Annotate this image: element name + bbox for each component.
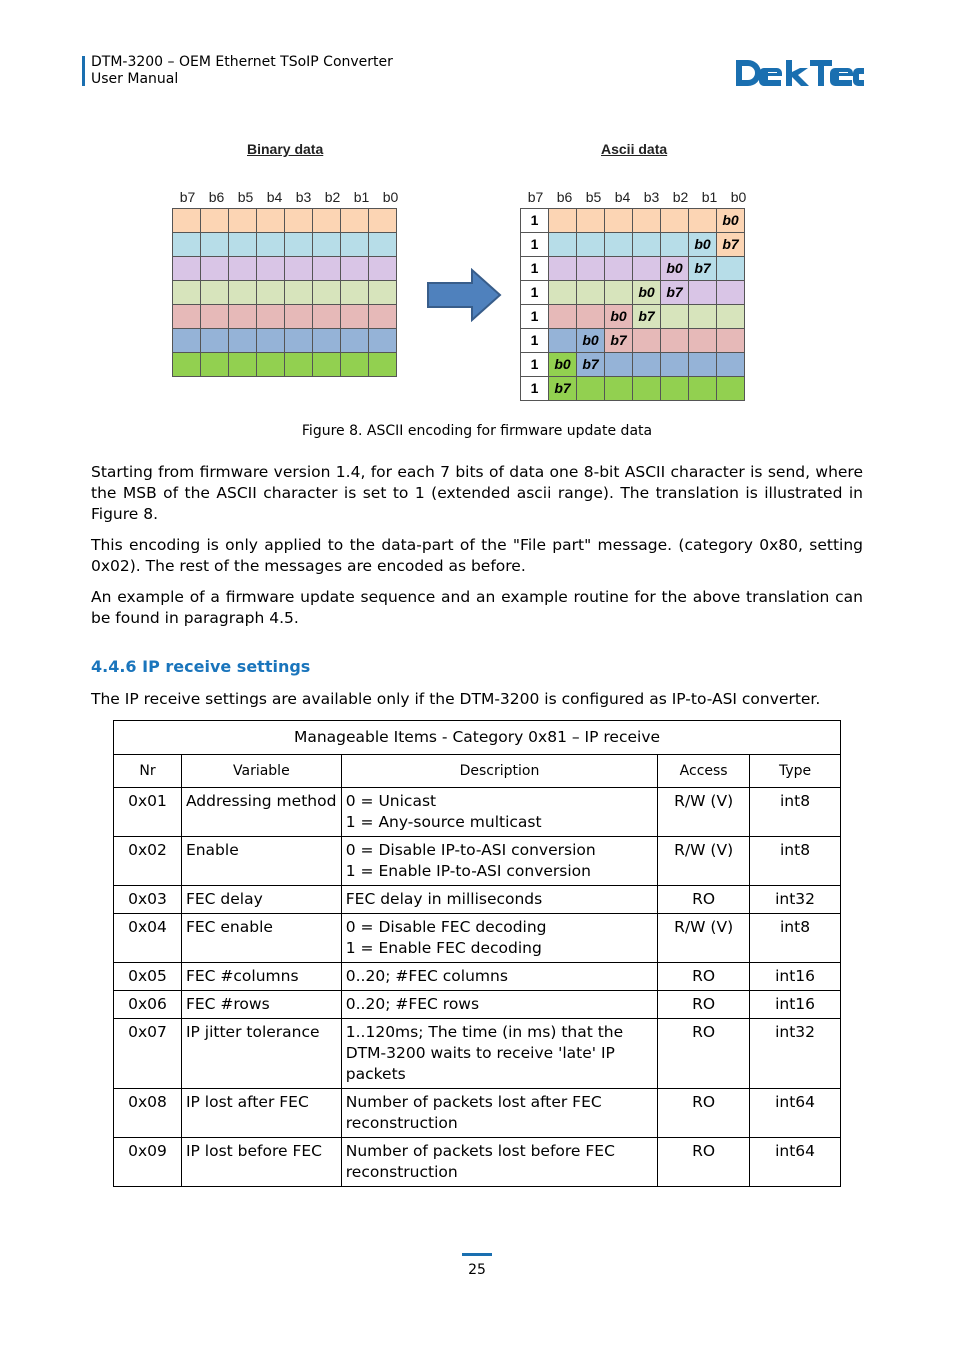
cell-variable: FEC #rows: [181, 991, 341, 1019]
table-row: [114, 788, 841, 837]
table-row: [114, 886, 841, 914]
grid-row: [173, 353, 397, 377]
grid-row: 1 b0 b7: [521, 305, 745, 329]
cell-nr: 0x07: [114, 1019, 182, 1089]
table-row: [114, 914, 841, 963]
cell-description: 0..20; #FEC rows: [341, 991, 657, 1019]
cell-access: R/W (V): [658, 788, 750, 837]
grid-row: 1 b0 b7: [521, 257, 745, 281]
cell-nr: 0x09: [114, 1138, 182, 1187]
header-accent-bar: [82, 56, 85, 86]
bit-label: b1: [701, 189, 718, 205]
cell-variable: FEC enable: [181, 914, 341, 963]
footer-accent-bar: [462, 1253, 492, 1256]
cell-access: RO: [658, 1138, 750, 1187]
table-row: [114, 1138, 841, 1187]
cell-nr: 0x04: [114, 914, 182, 963]
header-title: DTM-3200 – OEM Ethernet TSoIP Converter: [91, 54, 393, 70]
binary-data-grid: [172, 208, 397, 377]
bit-label: b4: [266, 189, 283, 205]
cell-variable: IP lost before FEC: [181, 1138, 341, 1187]
table-row: [114, 991, 841, 1019]
cell-nr: 0x05: [114, 963, 182, 991]
ascii-data-title: Ascii data: [601, 141, 668, 157]
section-heading: 4.4.6 IP receive settings: [91, 657, 311, 676]
grid-row: [173, 233, 397, 257]
cell-variable: IP jitter tolerance: [181, 1019, 341, 1089]
right-arrow-icon: [426, 268, 502, 322]
bit-label: b2: [672, 189, 689, 205]
bit-label: b4: [614, 189, 631, 205]
cell-variable: IP lost after FEC: [181, 1089, 341, 1138]
cell-type: int16: [750, 963, 841, 991]
bit-label: b5: [585, 189, 602, 205]
page-header: [82, 54, 393, 88]
cell-description: 0 = Disable FEC decoding 1 = Enable FEC decoding: [341, 914, 657, 963]
header-text: [91, 54, 393, 88]
table-caption: Manageable Items - Category 0x81 – IP receive: [114, 721, 841, 755]
cell-nr: 0x03: [114, 886, 182, 914]
cell-access: RO: [658, 886, 750, 914]
cell-variable: Enable: [181, 837, 341, 886]
cell-description: 0..20; #FEC columns: [341, 963, 657, 991]
cell-type: int16: [750, 991, 841, 1019]
cell-description: Number of packets lost before FEC reconstruction: [341, 1138, 657, 1187]
column-header-variable: Variable: [181, 755, 341, 788]
table-row: [114, 1019, 841, 1089]
bit-label: b3: [295, 189, 312, 205]
cell-variable: FEC #columns: [181, 963, 341, 991]
ascii-data-grid: [520, 208, 745, 401]
bit-label: b6: [208, 189, 225, 205]
cell-description: 0 = Disable IP-to-ASI conversion 1 = Enable IP-to-ASI conversion: [341, 837, 657, 886]
cell-access: R/W (V): [658, 837, 750, 886]
bit-label: b6: [556, 189, 573, 205]
cell-nr: 0x08: [114, 1089, 182, 1138]
cell-type: int64: [750, 1089, 841, 1138]
cell-nr: 0x02: [114, 837, 182, 886]
paragraph-encoding-scope: This encoding is only applied to the data-part of the "File part" message. (category 0x80, setting 0x02). The rest of the messages are encoded as before.: [91, 536, 863, 575]
cell-type: int64: [750, 1138, 841, 1187]
cell-description: 0 = Unicast 1 = Any-source multicast: [341, 788, 657, 837]
cell-nr: 0x01: [114, 788, 182, 837]
grid-row: 1 b0 b7: [521, 329, 745, 353]
bit-label: b0: [730, 189, 747, 205]
bit-label: b3: [643, 189, 660, 205]
table-header-row: [114, 755, 841, 788]
paragraph-encoding-intro: Starting from firmware version 1.4, for each 7 bits of data one 8-bit ASCII character is send, where the MSB of the ASCII character is set to 1 (extended ascii range). The translation is illustrated in Figure 8.: [91, 463, 863, 523]
bit-label: b1: [353, 189, 370, 205]
header-subtitle: User Manual: [91, 71, 179, 87]
cell-access: RO: [658, 963, 750, 991]
bit-label: b7: [179, 189, 196, 205]
grid-row: 1 b7: [521, 377, 745, 401]
cell-access: RO: [658, 1089, 750, 1138]
column-header-nr: Nr: [114, 755, 182, 788]
page-number: 25: [468, 1262, 486, 1278]
grid-row: [173, 305, 397, 329]
column-header-type: Type: [750, 755, 841, 788]
grid-row: [173, 281, 397, 305]
cell-variable: FEC delay: [181, 886, 341, 914]
cell-type: int32: [750, 886, 841, 914]
bit-label: b2: [324, 189, 341, 205]
column-header-description: Description: [341, 755, 657, 788]
table-row: [114, 963, 841, 991]
grid-row: 1 b0: [521, 209, 745, 233]
cell-description: 1..120ms; The time (in ms) that the DTM-3200 waits to receive 'late' IP packets: [341, 1019, 657, 1089]
ip-receive-items-table: [113, 720, 841, 1187]
grid-row: 1 b0 b7: [521, 353, 745, 377]
column-header-access: Access: [658, 755, 750, 788]
cell-type: int32: [750, 1019, 841, 1089]
cell-type: int8: [750, 788, 841, 837]
grid-row: [173, 209, 397, 233]
grid-row: [173, 257, 397, 281]
binary-data-title: Binary data: [247, 141, 324, 157]
table-row: [114, 1089, 841, 1138]
dektec-logo: [734, 56, 864, 90]
cell-nr: 0x06: [114, 991, 182, 1019]
cell-access: RO: [658, 991, 750, 1019]
grid-row: [173, 329, 397, 353]
cell-variable: Addressing method: [181, 788, 341, 837]
figure-caption: Figure 8. ASCII encoding for firmware update data: [301, 423, 653, 439]
bit-label: b7: [527, 189, 544, 205]
cell-type: int8: [750, 837, 841, 886]
paragraph-ip-receive-intro: The IP receive settings are available only if the DTM-3200 is configured as IP-to-ASI converter.: [91, 690, 821, 708]
cell-description: Number of packets lost after FEC reconstruction: [341, 1089, 657, 1138]
cell-description: FEC delay in milliseconds: [341, 886, 657, 914]
table-caption-row: [114, 721, 841, 755]
grid-row: 1 b0 b7: [521, 281, 745, 305]
cell-access: R/W (V): [658, 914, 750, 963]
cell-type: int8: [750, 914, 841, 963]
grid-row: 1 b0 b7: [521, 233, 745, 257]
paragraph-example-ref: An example of a firmware update sequence and an example routine for the above translation can be found in paragraph 4.5.: [91, 588, 863, 627]
cell-access: RO: [658, 1019, 750, 1089]
table-row: [114, 837, 841, 886]
bit-label: b0: [382, 189, 399, 205]
bit-label: b5: [237, 189, 254, 205]
